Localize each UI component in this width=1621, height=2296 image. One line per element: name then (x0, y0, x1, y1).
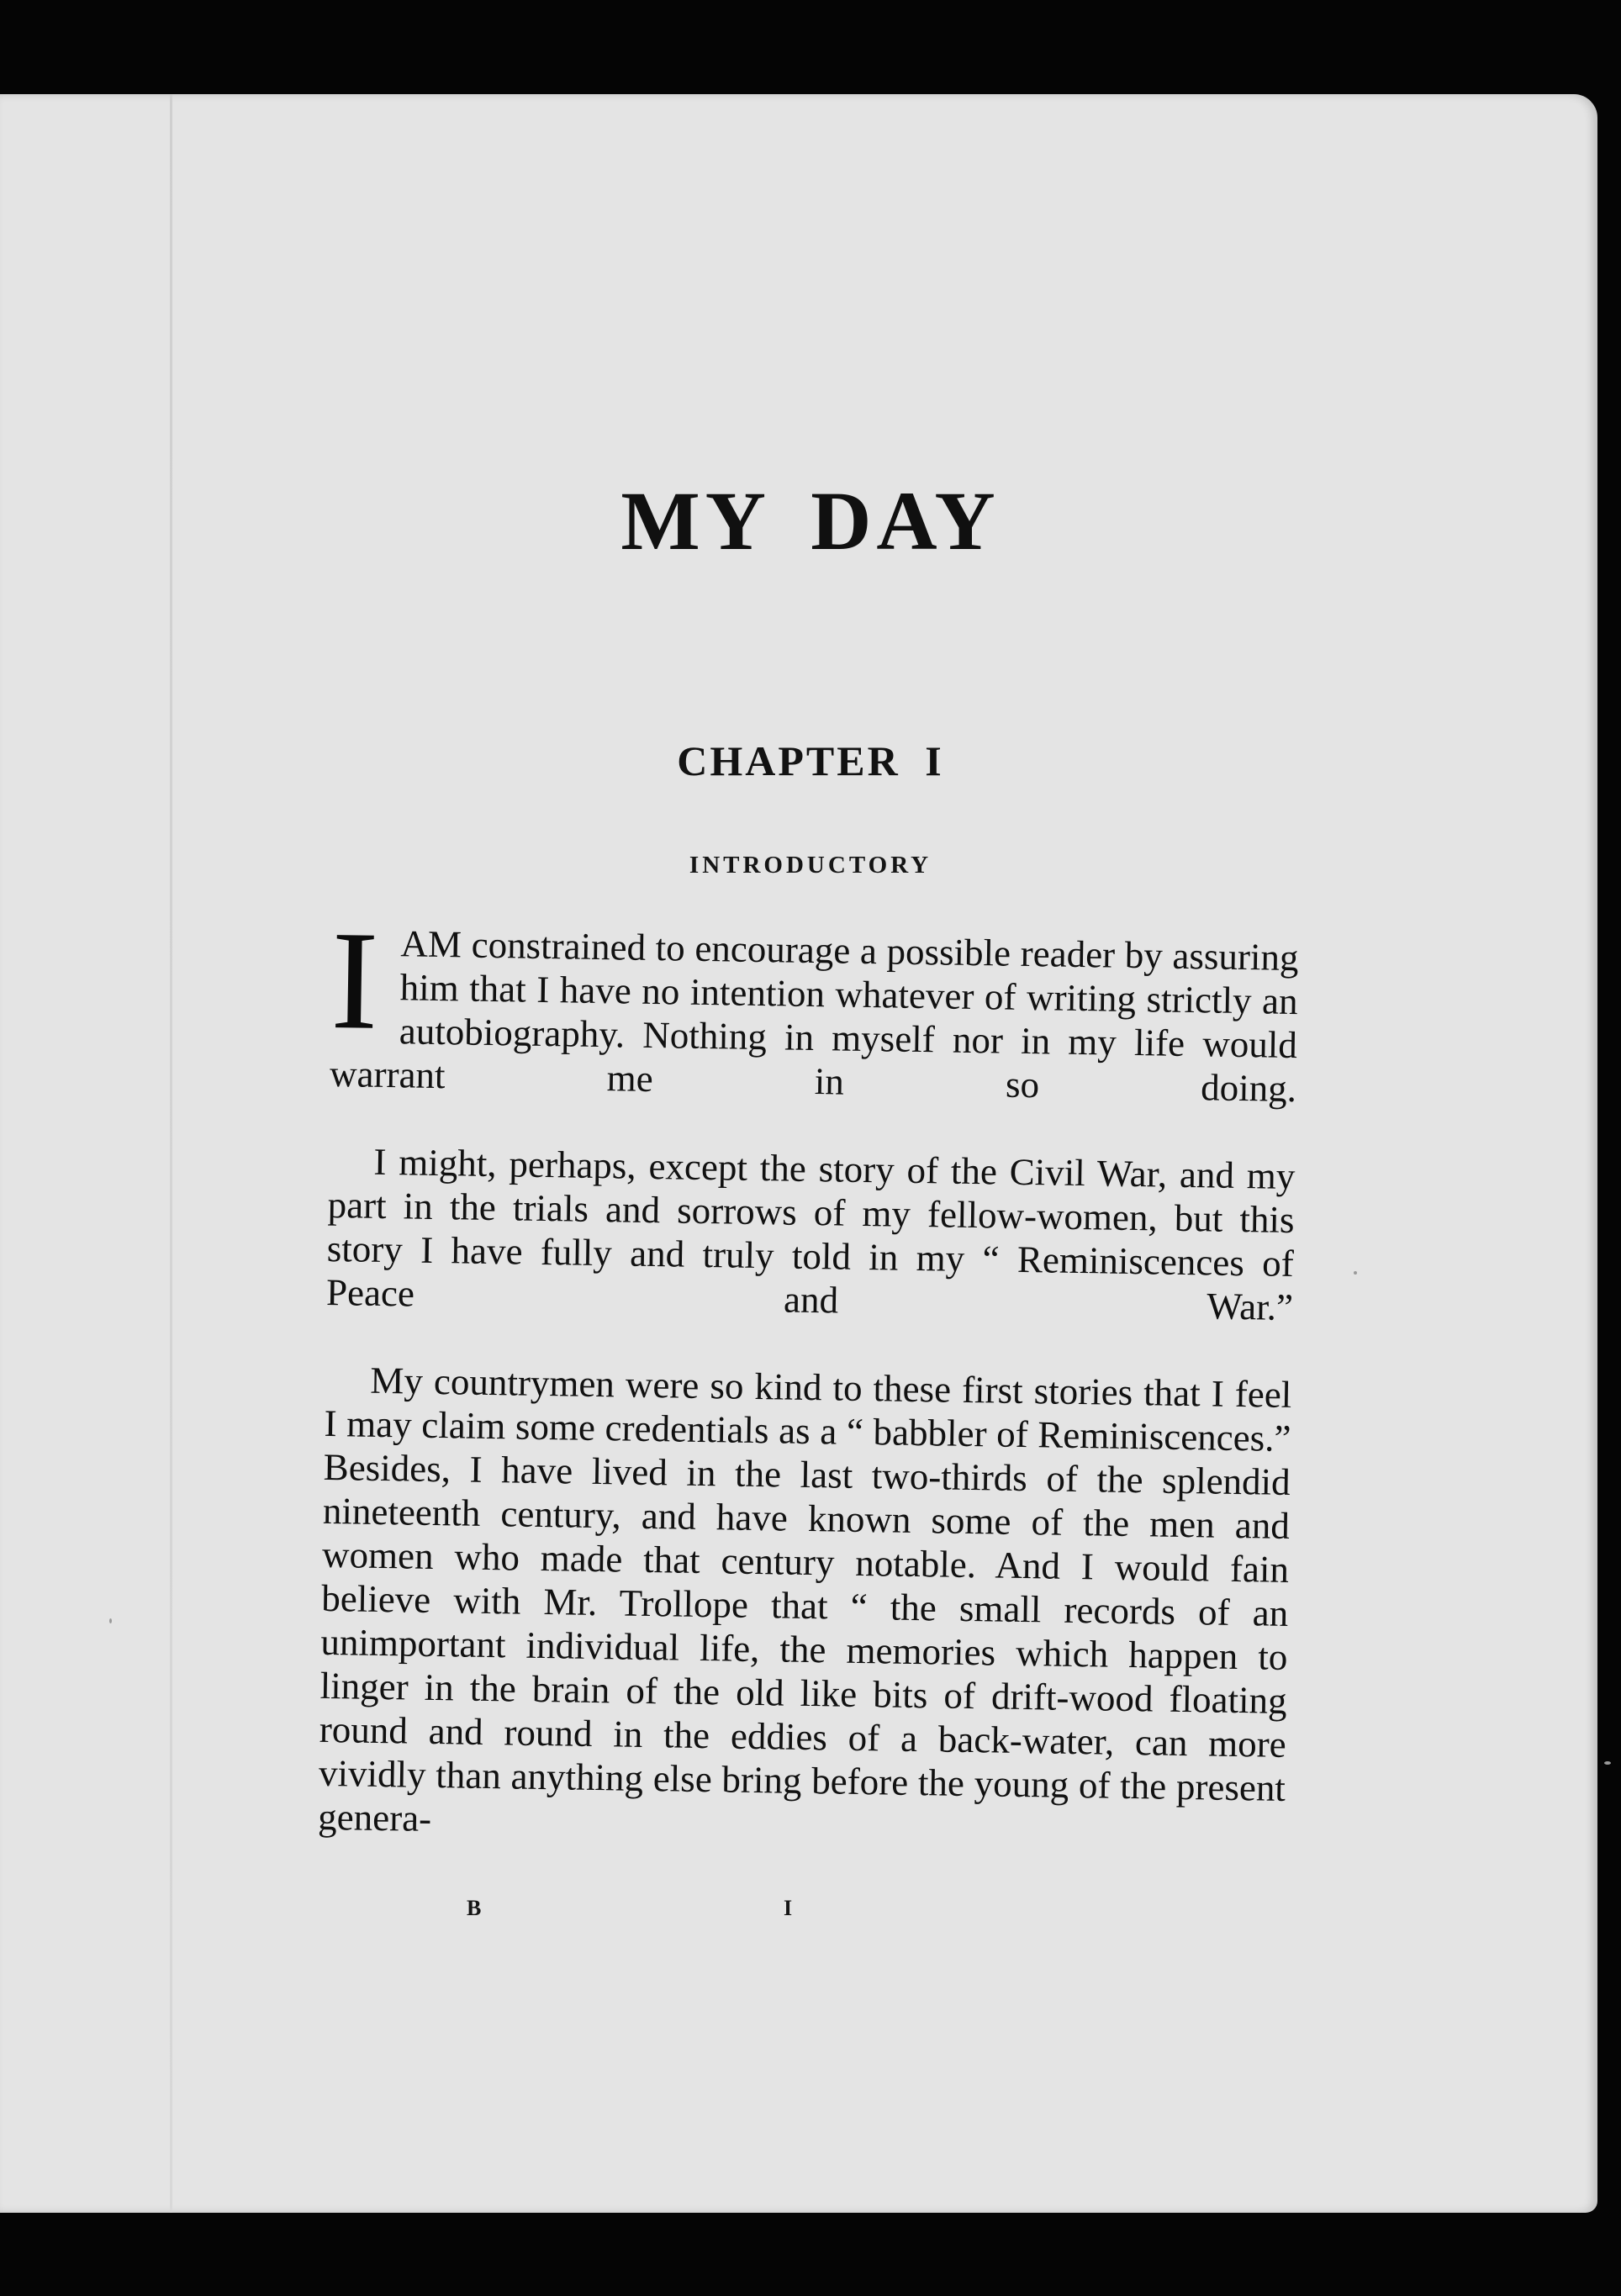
chapter-subtitle: INTRODUCTORY (689, 852, 932, 879)
scan-speck (109, 1618, 112, 1623)
scan-speck (1604, 1761, 1611, 1765)
page-number: I (784, 1896, 793, 1920)
paragraph-2: I might, perhaps, except the story of the Civil War, and my part in the trials and sorrows of my fellow-women, but this story I have fully and truly told in my “ Reminiscences of Peace and War.” (325, 1140, 1296, 1329)
body-text (317, 902, 1299, 1854)
scan-speck (1354, 1271, 1357, 1275)
paragraph-1 (329, 902, 1299, 1154)
chapter-heading: CHAPTER I (677, 737, 944, 784)
signature-mark: B (467, 1896, 482, 1920)
page-gutter-fold (170, 94, 172, 2213)
drop-cap: I (330, 902, 380, 1059)
paragraph-1-text: AM constrained to encourage a possible reader by assuring him that I have no intention whatever of writing strictly an autobiography. Nothing in myself nor in my life would warrant me in so doing. (329, 922, 1299, 1111)
paragraph-3: My countrymen were so kind to these first stories that I feel I may claim some credentials as a “ babbler of Reminiscences.” Besides, I have lived in the last two-thirds of the splendid nineteenth century, and have known some of the men and women who made that century notable. And I would fain believe with Mr. Trollope that “ the small records of an unimportant individual life, the memories which happen to linger in the brain of the old like bits of drift-wood floating round and round in the eddies of a back-water, can more vividly than anything else bring before the young of the present genera- (317, 1359, 1292, 1839)
book-title: MY DAY (620, 474, 1001, 567)
